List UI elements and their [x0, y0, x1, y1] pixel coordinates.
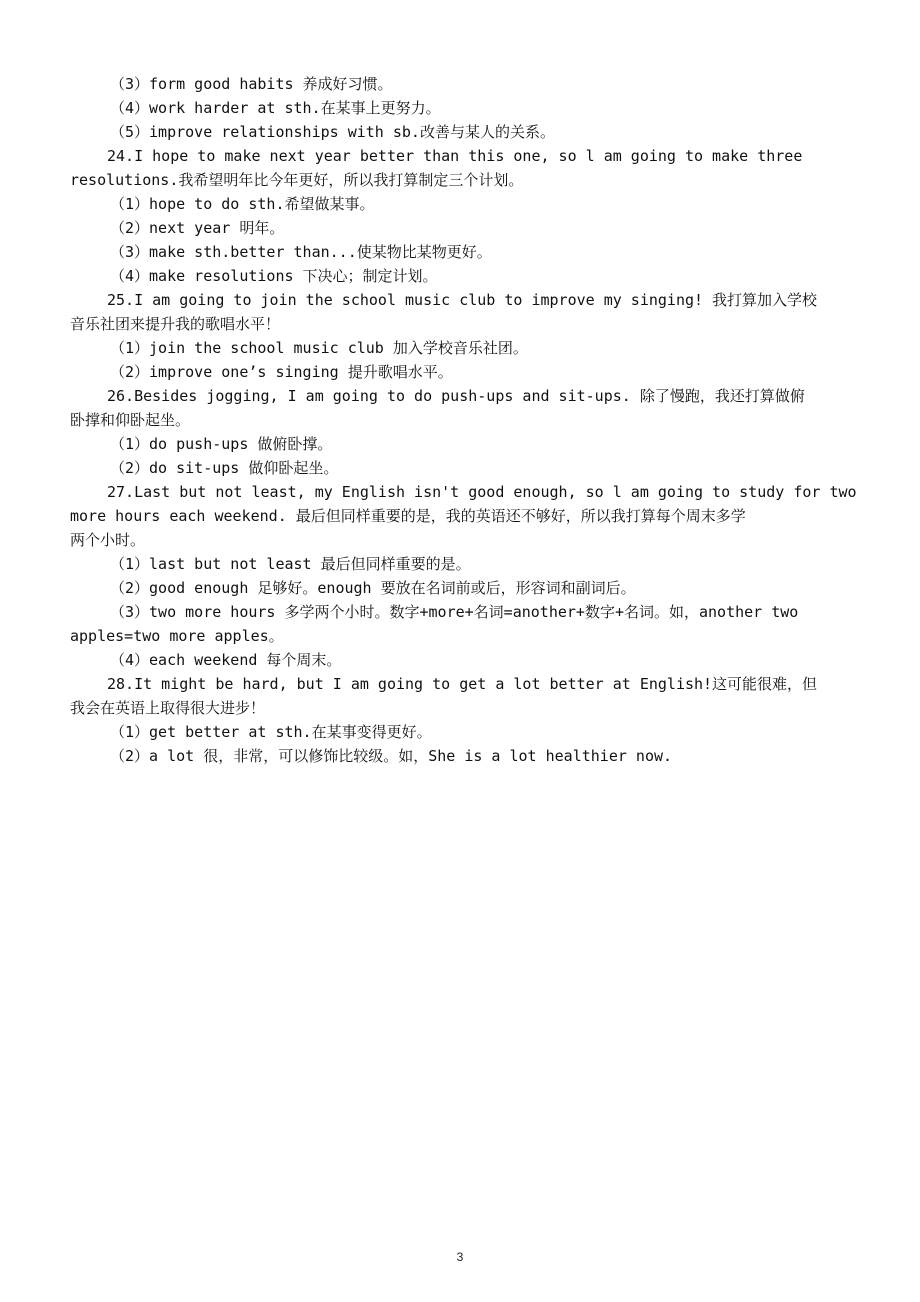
- sentence-27-line-1: 27.Last but not least, my English isn't good enough, so l am going to study for two: [107, 483, 857, 501]
- note-line: （3）two more hours 多学两个小时。数字+more+名词=another+数字+名词。如，another two: [110, 603, 799, 621]
- note-line: （2）next year 明年。: [110, 219, 285, 237]
- sentence-28-line-2: 我会在英语上取得很大进步！: [70, 699, 266, 717]
- note-line: （1）join the school music club 加入学校音乐社团。: [110, 339, 528, 357]
- note-line: （3）form good habits 养成好习惯。: [110, 75, 393, 93]
- note-line: （4）work harder at sth.在某事上更努力。: [110, 99, 441, 117]
- note-line: （2）a lot 很，非常，可以修饰比较级。如，She is a lot healthier now.: [110, 747, 673, 765]
- sentence-26-line-1: 26.Besides jogging, I am going to do push-ups and sit-ups. 除了慢跑，我还打算做俯: [107, 387, 805, 405]
- sentence-25-line-2: 音乐社团来提升我的歌唱水平！: [70, 315, 281, 333]
- page-number: 3: [456, 1250, 464, 1264]
- note-line-continued: apples=two more apples。: [70, 627, 284, 645]
- note-line: （3）make sth.better than...使某物比某物更好。: [110, 243, 492, 261]
- note-line: （2）do sit-ups 做仰卧起坐。: [110, 459, 339, 477]
- sentence-27-line-3: 两个小时。: [70, 531, 146, 549]
- note-line: （2）improve one’s singing 提升歌唱水平。: [110, 363, 453, 381]
- sentence-25-line-1: 25.I am going to join the school music club to improve my singing! 我打算加入学校: [107, 291, 818, 309]
- sentence-26-line-2: 卧撑和仰卧起坐。: [70, 411, 191, 429]
- note-line: （1）hope to do sth.希望做某事。: [110, 195, 375, 213]
- note-line: （1）get better at sth.在某事变得更好。: [110, 723, 432, 741]
- note-line: （2）good enough 足够好。enough 要放在名词前或后，形容词和副词后。: [110, 579, 636, 597]
- note-line: （1）do push-ups 做俯卧撑。: [110, 435, 333, 453]
- note-line: （5）improve relationships with sb.改善与某人的关系。: [110, 123, 555, 141]
- note-line: （4）each weekend 每个周末。: [110, 651, 342, 669]
- sentence-27-line-2: more hours each weekend. 最后但同样重要的是，我的英语还不够好，所以我打算每个周末多学: [70, 507, 746, 525]
- note-line: （1）last but not least 最后但同样重要的是。: [110, 555, 471, 573]
- sentence-24-line-1: 24.I hope to make next year better than this one, so l am going to make three: [107, 147, 803, 165]
- sentence-28-line-1: 28.It might be hard, but I am going to get a lot better at English!这可能很难，但: [107, 675, 818, 693]
- sentence-24-line-2: resolutions.我希望明年比今年更好，所以我打算制定三个计划。: [70, 171, 524, 189]
- note-line: （4）make resolutions 下决心；制定计划。: [110, 267, 438, 285]
- document-body: [70, 72, 865, 768]
